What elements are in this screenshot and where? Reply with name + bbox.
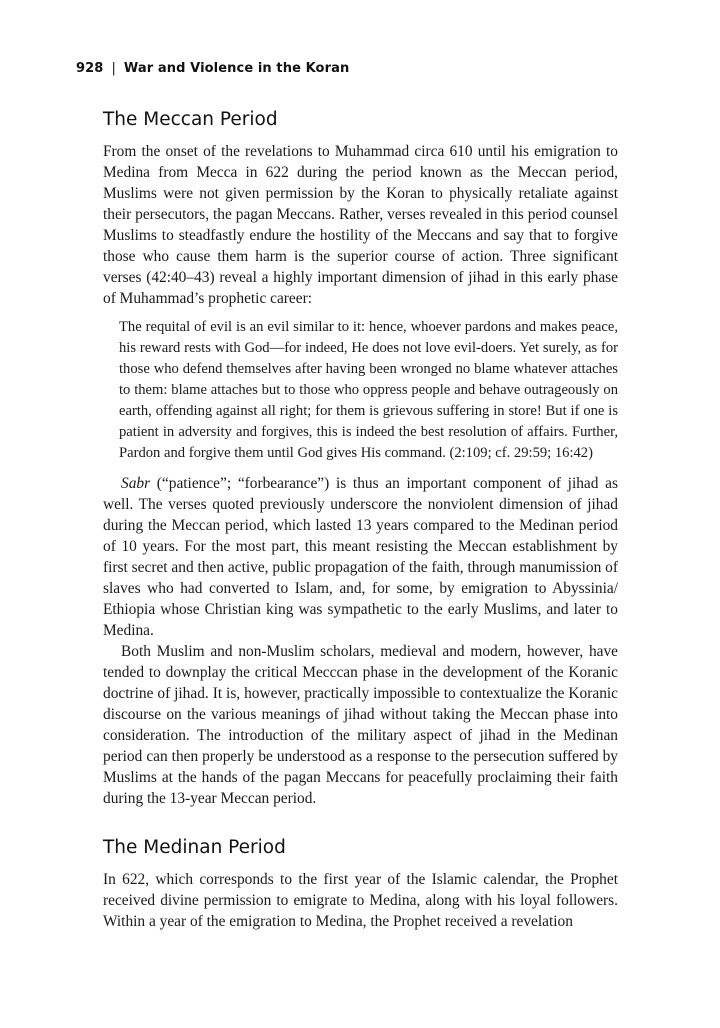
paragraph-scholars: Both Muslim and non-Muslim scholars, medieval and modern, however, have tended to downplay the critical Mecccan phase in the development of the Koranic doctrine of jihad. It is, however, practically impossible to contextualize the Koranic discourse on the various meanings of jihad without taking the Meccan phase into consideration. The introduction of the military aspect of jihad in the Medinan period can then properly be understood as a response to the persecution suffered by Muslims at the hands of the pagan Meccans for peacefully proclaiming their faith during the 13-year Meccan period. — [103, 643, 618, 807]
quote-text: The requital of evil is an evil similar to it: hence, whoever pardons and makes peace, his reward rests with God—for indeed, He does not love evil-doers. Yet surely, as for those who defend themselves after having been wronged no blame whatever attaches to them: blame attaches but to those who oppress people and behave outrageously on earth, offending against all right; for them is grievous suffering in store! But if one is patient in adversity and forgives, this is indeed the best resolution of affairs. Further, Pardon and forgive them until God gives His command. (2:109; cf. 29:59; 16:42) — [119, 319, 618, 461]
block-quote — [119, 317, 618, 464]
sabr-term: Sabr — [121, 475, 151, 492]
paragraph-sabr-text: (“patience”; “forbearance”) is thus an important component of jihad as well. The verses quoted previously underscore the nonviolent dimension of jihad during the Meccan period, which lasted 13 years compared to the Medinan period of 10 years. For the most part, this meant resisting the Meccan establishment by first secret and then active, public propagation of the faith, through manumission of slaves who had converted to Islam, and, for some, by emigration to Abyssinia/ Ethiopia whose Christian king was sympathetic to the early Muslims, and later to Medina. — [103, 475, 618, 639]
paragraph-sabr — [103, 473, 618, 641]
section-heading-medinan: The Medinan Period — [103, 837, 286, 858]
page-body — [103, 107, 618, 932]
section-heading-meccan: The Meccan Period — [103, 109, 278, 130]
paragraph-medinan-intro: In 622, which corresponds to the first year of the Islamic calendar, the Prophet received divine permission to emigrate to Medina, along with his loyal followers. Within a year of the emigration to Medina, the Prophet received a revelation — [103, 871, 618, 930]
page-number: 928 — [76, 61, 104, 76]
running-head-separator: | — [111, 61, 116, 76]
running-head — [76, 61, 349, 76]
paragraph-meccan-intro: From the onset of the revelations to Muhammad circa 610 until his emigration to Medina from Mecca in 622 during the period known as the Meccan period, Muslims were not given permission by the Koran to physically retaliate against their persecutors, the pagan Meccans. Rather, verses revealed in this period counsel Muslims to steadfastly endure the hostility of the Meccans and say that to forgive those who cause them harm is the superior course of action. Three significant verses (42:40–43) reveal a highly important dimension of jihad in this early phase of Muhammad’s prophetic career: — [103, 143, 618, 307]
running-head-title: War and Violence in the Koran — [123, 61, 350, 76]
